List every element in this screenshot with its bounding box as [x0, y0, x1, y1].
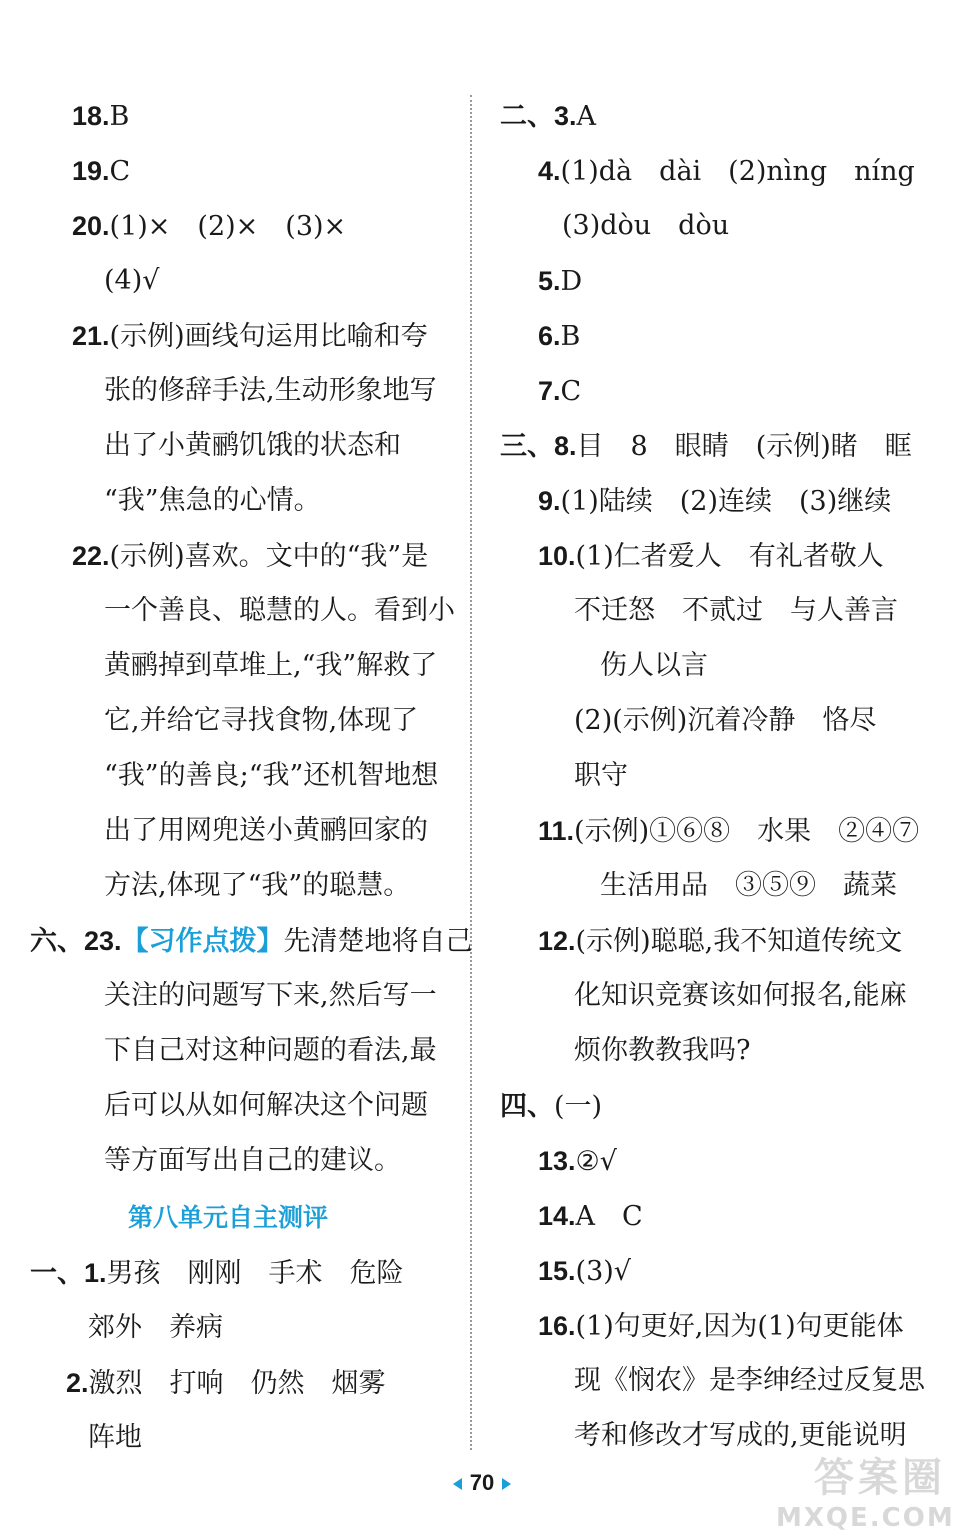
- answer-line: 22.(示例)喜欢。文中的“我”是: [72, 541, 429, 572]
- answer-line: 阵地: [88, 1422, 142, 1453]
- answer-line: 一、1.男孩 刚刚 手术 危险: [30, 1258, 404, 1289]
- answer-line: 黄鹂掉到草堆上,“我”解救了: [104, 650, 438, 681]
- answer-line: 烦你教教我吗?: [574, 1035, 751, 1066]
- answer-line: 16.(1)句更好,因为(1)句更能体: [538, 1311, 904, 1342]
- answer-line: 考和修改才写成的,更能说明: [574, 1420, 907, 1451]
- answer-line: 郊外 养病: [88, 1312, 223, 1343]
- answer-line: 不迁怒 不贰过 与人善言: [574, 595, 898, 626]
- answer-line: 12.(示例)聪聪,我不知道传统文: [538, 926, 903, 957]
- answer-line: 18.B: [72, 101, 130, 132]
- answer-line: 六、23.【习作点拨】先清楚地将自己: [30, 926, 473, 957]
- answer-line: 20.(1)× (2)× (3)×: [72, 211, 347, 242]
- answer-line: 方法,体现了“我”的聪慧。: [104, 870, 411, 901]
- answer-line: 生活用品 ③⑤⑨ 蔬菜: [600, 870, 897, 901]
- answer-line: 9.(1)陆续 (2)连续 (3)继续: [538, 486, 892, 517]
- answer-line: (2)(示例)沉着冷静 恪尽: [574, 705, 877, 736]
- answer-line: (4)√: [104, 265, 160, 296]
- answer-line: 19.C: [72, 156, 131, 187]
- answer-line: 15.(3)√: [538, 1256, 631, 1287]
- answer-line: 等方面写出自己的建议。: [104, 1145, 401, 1176]
- answer-line: 4.(1)dà dài (2)nìng níng: [538, 156, 915, 187]
- column-divider: [470, 95, 472, 1450]
- answer-line: 它,并给它寻找食物,体现了: [104, 705, 419, 736]
- answer-line: 化知识竞赛该如何报名,能麻: [574, 980, 907, 1011]
- answer-line: 张的修辞手法,生动形象地写: [104, 375, 437, 406]
- next-arrow-icon: [502, 1478, 511, 1490]
- writing-tip-tag: 【习作点拨】: [121, 926, 284, 957]
- answer-line: 后可以从如何解决这个问题: [104, 1090, 428, 1121]
- answer-line: 一个善良、聪慧的人。看到小: [104, 595, 455, 626]
- page-number: 70: [469, 1470, 495, 1495]
- watermark-logo: 答案圈 MXQE.COM: [776, 1455, 955, 1533]
- answer-line: 10.(1)仁者爱人 有礼者敬人: [538, 541, 884, 572]
- answer-line: 5.D: [538, 266, 583, 297]
- answer-line: 四、(一): [500, 1091, 603, 1122]
- answer-line: 21.(示例)画线句运用比喻和夸: [72, 321, 428, 352]
- answer-line: 7.C: [538, 376, 582, 407]
- answer-line: “我”焦急的心情。: [104, 485, 321, 516]
- prev-arrow-icon: [453, 1478, 462, 1490]
- answer-line: “我”的善良;“我”还机智地想: [104, 760, 439, 791]
- answer-line: 关注的问题写下来,然后写一: [104, 980, 437, 1011]
- answer-line: (3)dòu dòu: [562, 210, 730, 241]
- answer-line: 现《悯农》是李绅经过反复思: [574, 1365, 925, 1396]
- answer-line: 下自己对这种问题的看法,最: [104, 1035, 437, 1066]
- answer-line: 11.(示例)①⑥⑧ 水果 ②④⑦: [538, 816, 920, 847]
- answer-line: 2.激烈 打响 仍然 烟雾: [66, 1368, 386, 1399]
- answer-line: 14.A C: [538, 1201, 643, 1232]
- answer-line: 出了用网兜送小黄鹂回家的: [104, 815, 428, 846]
- answer-line: 6.B: [538, 321, 581, 352]
- answer-line: 三、8.目 8 眼睛 (示例)睹 眶: [500, 431, 912, 462]
- answer-line: 伤人以言: [600, 650, 708, 681]
- answer-line: 出了小黄鹂饥饿的状态和: [104, 430, 401, 461]
- answer-line: 13.②√: [538, 1146, 617, 1177]
- section-heading: 第八单元自主测评: [128, 1203, 329, 1232]
- answer-line: 二、3.A: [500, 101, 597, 132]
- answer-line: 职守: [574, 760, 628, 791]
